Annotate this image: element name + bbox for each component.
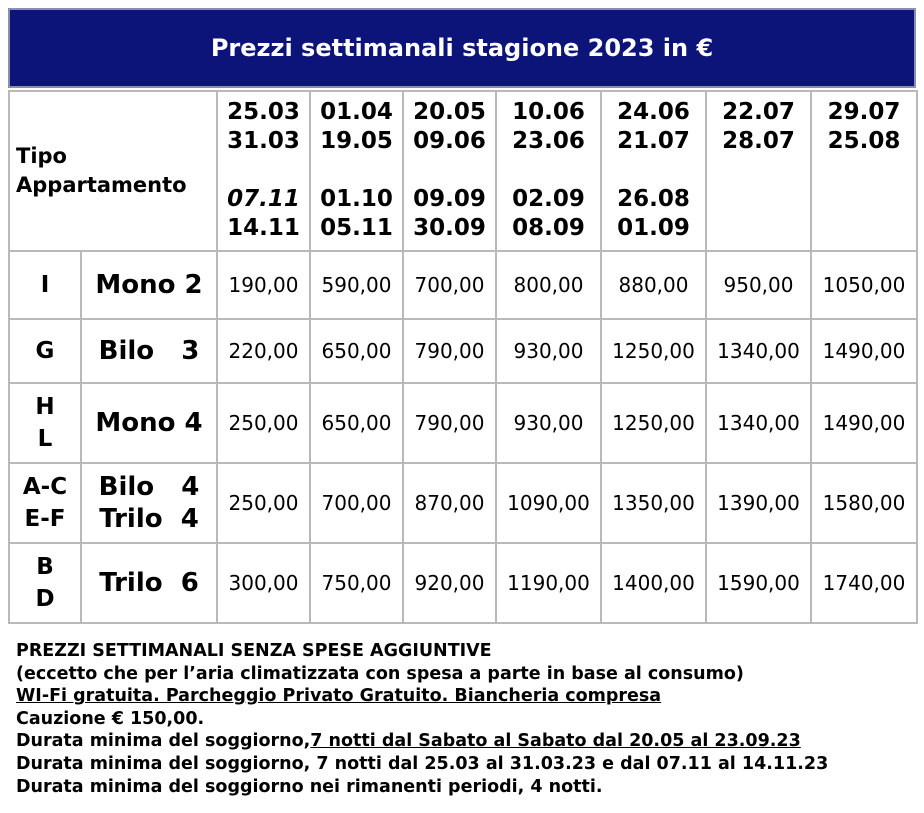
apartment-name: Mono 4 [82, 384, 216, 462]
note-deposit: Cauzione € 150,00. [16, 708, 205, 729]
period-date: 25.03 [227, 99, 300, 125]
price-cell: 700,00 [311, 464, 402, 542]
period-header [602, 92, 705, 250]
period-date: 30.09 [413, 215, 486, 241]
price-cell: 1490,00 [812, 384, 916, 462]
period-date: 29.07 [827, 99, 901, 125]
table-row [10, 464, 916, 542]
apartment-code: G [10, 320, 80, 382]
period-date: 05.11 [320, 215, 393, 241]
price-cell: 590,00 [311, 252, 402, 318]
period-date: 31.03 [227, 128, 300, 154]
period-date: 22.07 [722, 99, 795, 125]
period-date: 19.05 [320, 128, 393, 154]
period-date [812, 185, 916, 214]
apartment-code: B D [10, 544, 80, 622]
table-row [10, 252, 916, 318]
note-amenities: WI-Fi gratuita. Parcheggio Privato Gratuito. Biancheria compresa [16, 686, 662, 707]
note-min-stay-other: Durata minima del soggiorno nei rimanenti periodi, 4 notti. [16, 776, 603, 797]
type-header-line: Tipo [16, 144, 67, 168]
price-cell: 800,00 [497, 252, 600, 318]
price-cell: 220,00 [218, 320, 309, 382]
period-header [497, 92, 600, 250]
price-cell: 790,00 [404, 320, 495, 382]
period-date [707, 214, 810, 243]
period-date: 08.09 [512, 215, 585, 241]
period-date: 09.06 [413, 128, 486, 154]
apartment-code: H L [10, 384, 80, 462]
period-header [812, 92, 916, 250]
price-cell: 1090,00 [497, 464, 600, 542]
price-cell: 870,00 [404, 464, 495, 542]
period-date [812, 214, 916, 243]
period-date: 21.07 [617, 128, 690, 154]
period-date: 07.11 [227, 186, 300, 212]
price-cell: 1190,00 [497, 544, 600, 622]
note-min-stay-summer: Durata minima del soggiorno,7 notti dal Sabato al Sabato dal 20.05 al 23.09.23 [16, 731, 801, 752]
price-cell: 700,00 [404, 252, 495, 318]
price-cell: 1490,00 [812, 320, 916, 382]
page-title: Prezzi settimanali stagione 2023 in € [8, 8, 916, 88]
price-cell: 1400,00 [602, 544, 705, 622]
period-header [311, 92, 402, 250]
price-cell: 790,00 [404, 384, 495, 462]
price-cell: 1590,00 [707, 544, 810, 622]
price-cell: 930,00 [497, 320, 600, 382]
table-row [10, 320, 916, 382]
period-date: 09.09 [413, 186, 486, 212]
table-row [10, 384, 916, 462]
period-date: 14.11 [227, 215, 300, 241]
price-cell: 1050,00 [812, 252, 916, 318]
price-cell: 1740,00 [812, 544, 916, 622]
apartment-name: Trilo 6 [82, 544, 216, 622]
price-cell: 300,00 [218, 544, 309, 622]
price-cell: 1340,00 [707, 320, 810, 382]
apartment-name: Bilo 3 [82, 320, 216, 382]
price-cell: 1390,00 [707, 464, 810, 542]
period-date: 26.08 [617, 186, 690, 212]
period-date: 10.06 [512, 99, 585, 125]
period-date: 01.10 [320, 186, 393, 212]
type-header-line: Appartamento [16, 173, 187, 197]
price-cell: 250,00 [218, 464, 309, 542]
period-date: 01.04 [320, 99, 393, 125]
price-cell: 190,00 [218, 252, 309, 318]
price-cell: 930,00 [497, 384, 600, 462]
price-cell: 950,00 [707, 252, 810, 318]
period-date: 02.09 [512, 186, 585, 212]
price-cell: 1250,00 [602, 320, 705, 382]
price-cell: 650,00 [311, 384, 402, 462]
price-cell: 250,00 [218, 384, 309, 462]
notes [16, 640, 916, 798]
price-cell: 1340,00 [707, 384, 810, 462]
note-air-conditioning: (eccetto che per l’aria climatizzata con spesa a parte in base al consumo) [16, 663, 744, 684]
period-header [707, 92, 810, 250]
price-cell: 1580,00 [812, 464, 916, 542]
price-cell: 1250,00 [602, 384, 705, 462]
apartment-code: I [10, 252, 80, 318]
period-date: 23.06 [512, 128, 585, 154]
price-cell: 650,00 [311, 320, 402, 382]
period-date [707, 185, 810, 214]
table-row [10, 544, 916, 622]
price-cell: 880,00 [602, 252, 705, 318]
price-cell: 1350,00 [602, 464, 705, 542]
apartment-name: Bilo 4 Trilo 4 [82, 464, 216, 542]
period-header [218, 92, 309, 250]
period-date: 25.08 [827, 128, 901, 154]
apartment-name: Mono 2 [82, 252, 216, 318]
note-min-stay-offseason: Durata minima del soggiorno, 7 notti dal 25.03 al 31.03.23 e dal 07.11 al 14.11.23 [16, 753, 829, 774]
period-date: 24.06 [617, 99, 690, 125]
apartment-type-header [10, 92, 216, 250]
note-no-extra-costs: PREZZI SETTIMANALI SENZA SPESE AGGIUNTIVE [16, 641, 492, 661]
period-date: 28.07 [722, 128, 795, 154]
period-date: 20.05 [413, 99, 486, 125]
price-table [8, 90, 918, 624]
price-cell: 750,00 [311, 544, 402, 622]
price-cell: 920,00 [404, 544, 495, 622]
apartment-code: A-C E-F [10, 464, 80, 542]
period-header [404, 92, 495, 250]
period-date: 01.09 [617, 215, 690, 241]
table-header-row [10, 92, 916, 250]
